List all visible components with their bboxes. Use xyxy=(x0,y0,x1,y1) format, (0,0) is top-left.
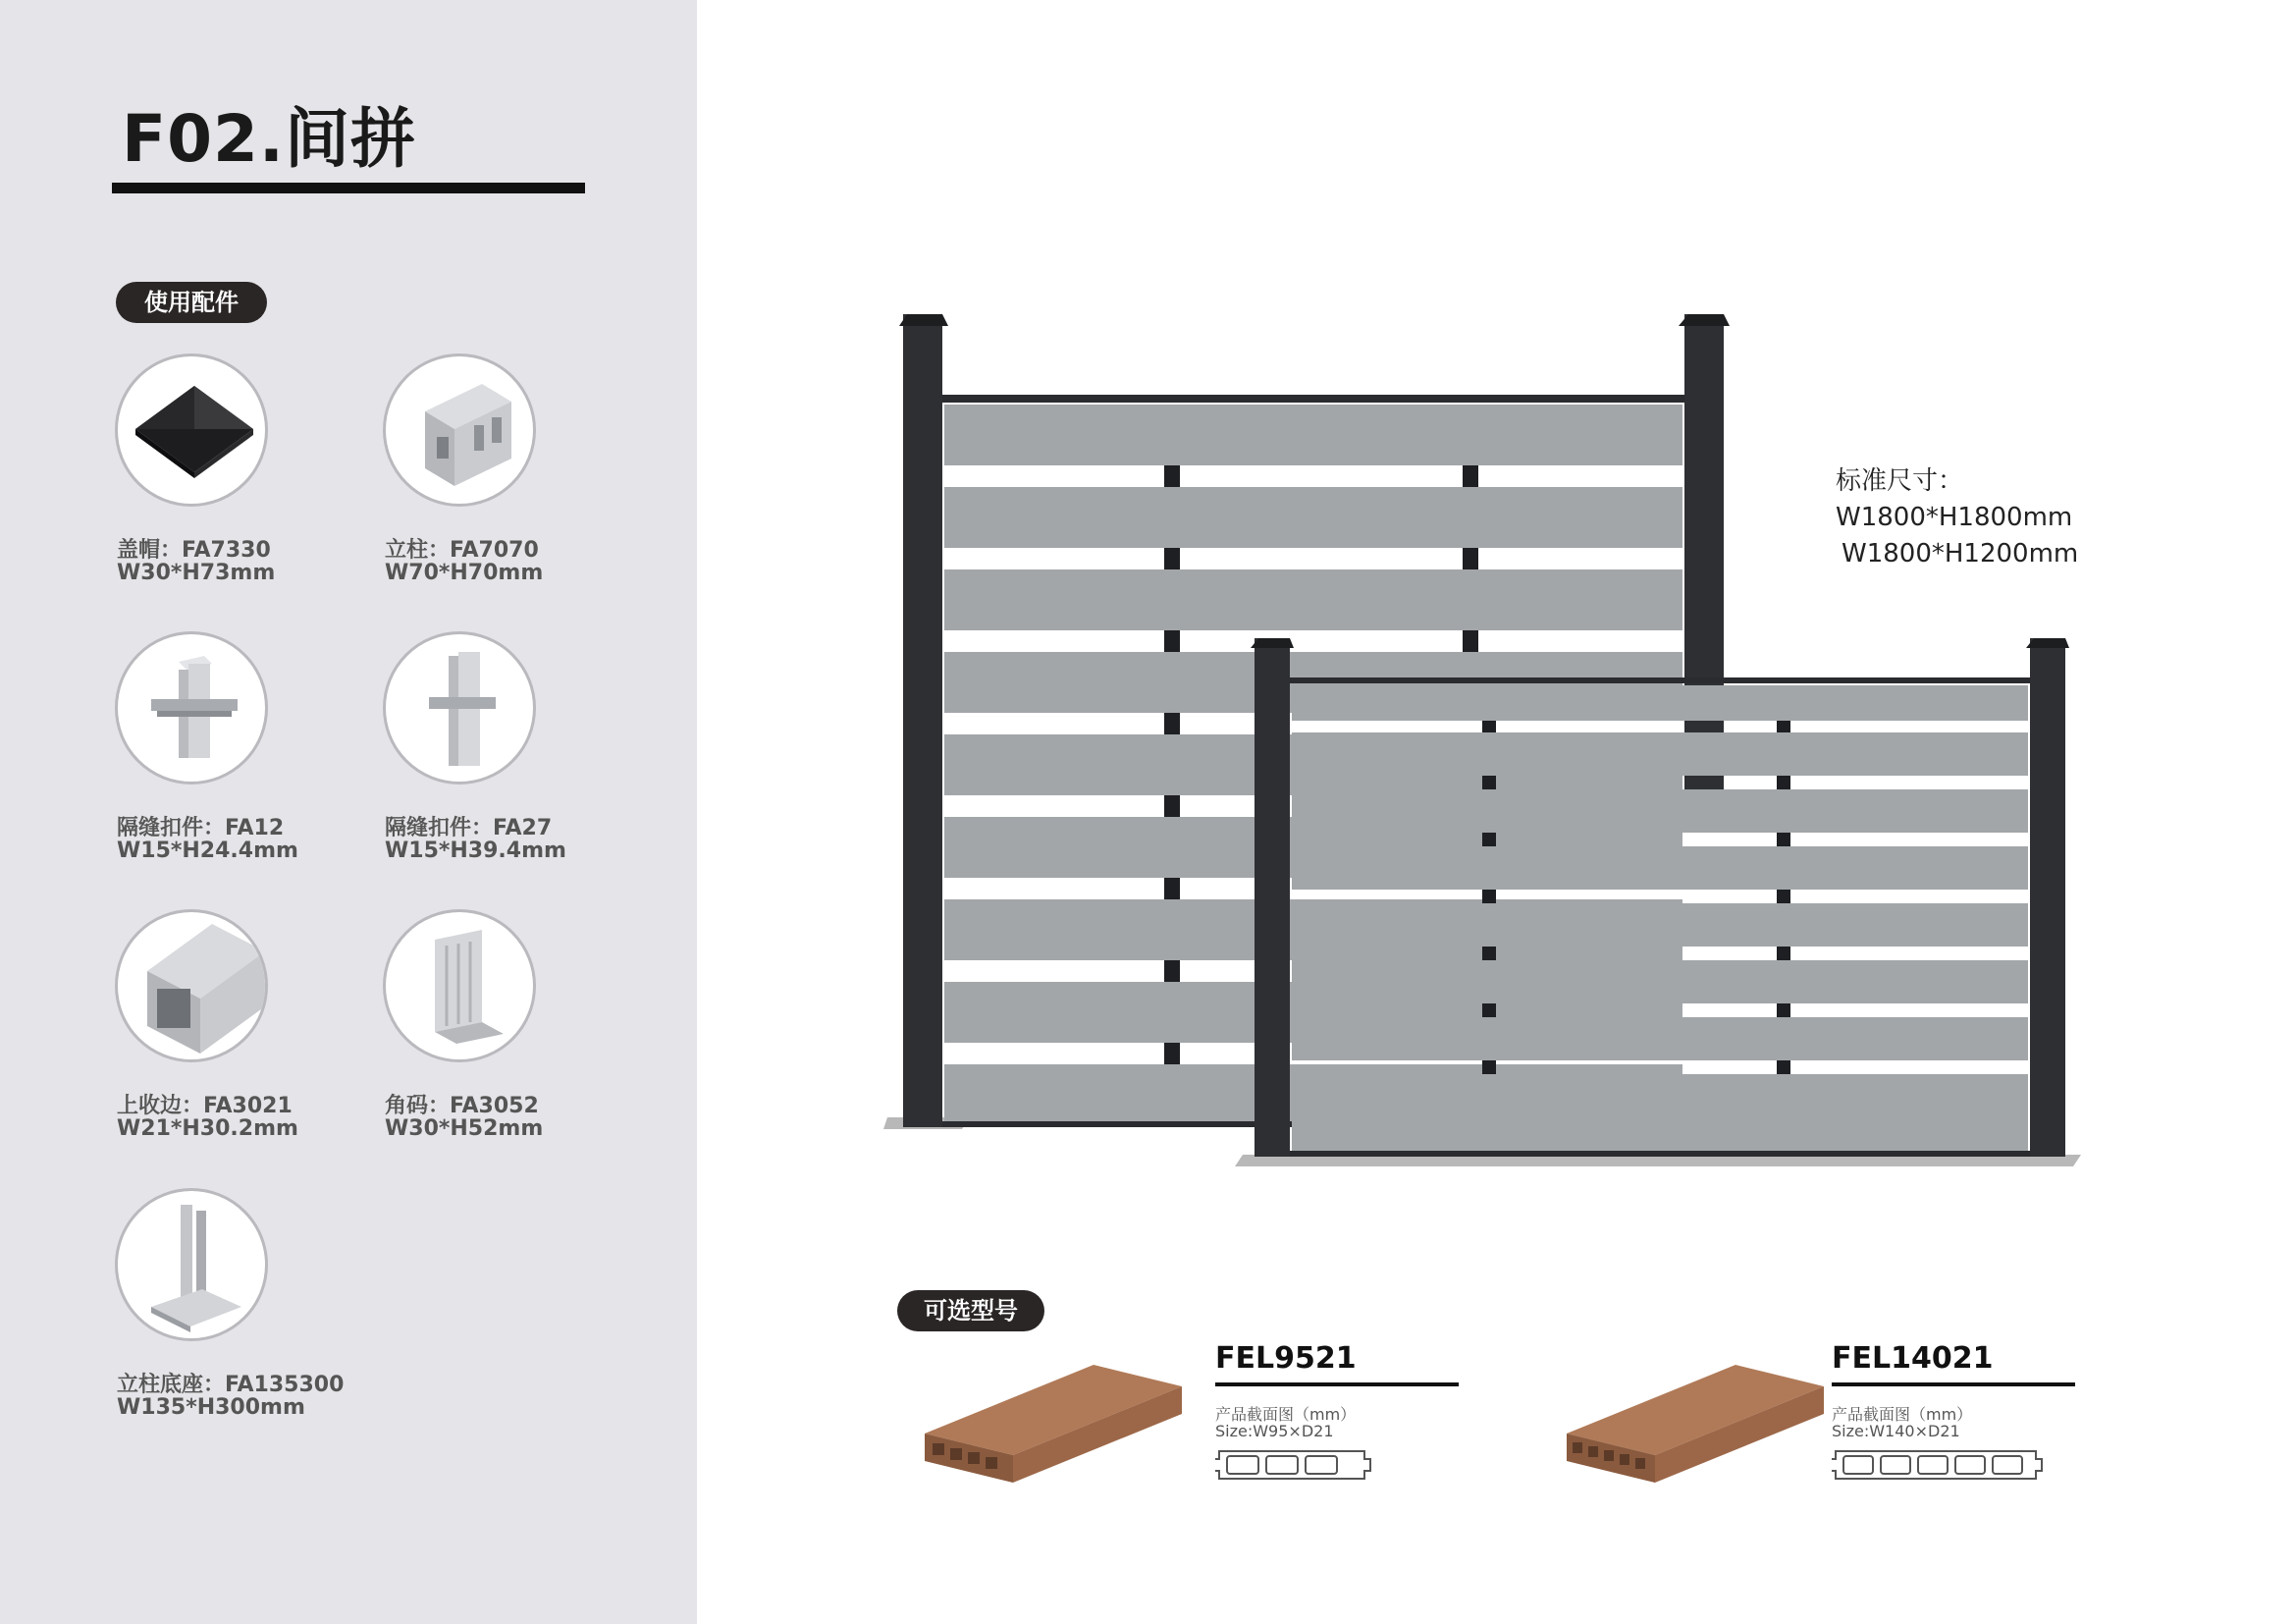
accessory-name: 上收边：FA3021 xyxy=(117,1094,293,1118)
accessory-size: W30*H52mm xyxy=(385,1116,544,1141)
accessory-size: W70*H70mm xyxy=(385,561,544,585)
accessories-label: 使用配件 xyxy=(116,282,267,323)
models-label: 可选型号 xyxy=(897,1290,1044,1331)
model-name: FEL9521 xyxy=(1215,1341,1357,1376)
post-profile-icon xyxy=(383,353,536,507)
model-underline xyxy=(1832,1382,2075,1386)
model-card xyxy=(1215,1341,1470,1518)
model-size: Size:W140×D21 xyxy=(1832,1422,1960,1440)
board-image-fel14021 xyxy=(1563,1365,1828,1492)
top-rail-icon xyxy=(115,909,268,1062)
model-section-label: 产品截面图（mm） xyxy=(1215,1405,1357,1424)
accessory-size: W135*H300mm xyxy=(117,1395,305,1420)
fence-illustration xyxy=(864,314,2091,1178)
accessory-name: 立柱底座：FA135300 xyxy=(117,1373,345,1397)
accessory-size: W21*H30.2mm xyxy=(117,1116,298,1141)
spacer-clip-tall-icon xyxy=(383,631,536,785)
accessory-size: W15*H39.4mm xyxy=(385,839,566,863)
accessory-name: 隔缝扣件：FA27 xyxy=(385,816,553,840)
tall-fence-panel xyxy=(883,314,1730,1129)
accessory-name: 盖帽：FA7330 xyxy=(117,538,271,563)
model-section-label: 产品截面图（mm） xyxy=(1832,1405,1973,1424)
model-underline xyxy=(1215,1382,1459,1386)
board-image-fel9521 xyxy=(921,1365,1186,1492)
model-card xyxy=(1832,1341,2087,1518)
standard-size-item: W1800*H1200mm xyxy=(1842,539,2079,568)
model-name: FEL14021 xyxy=(1832,1341,1994,1376)
accessory-name: 立柱：FA7070 xyxy=(385,538,539,563)
standard-size-item: W1800*H1800mm xyxy=(1836,503,2073,532)
post-base-icon xyxy=(115,1188,268,1341)
post-cap-icon xyxy=(115,353,268,507)
page-title: F02.间拼 xyxy=(122,101,417,177)
accessory-name: 隔缝扣件：FA12 xyxy=(117,816,285,840)
sidebar-panel xyxy=(0,0,697,1624)
standard-sizes-label: 标准尺寸： xyxy=(1836,466,1964,496)
cross-section-icon xyxy=(1832,1447,2048,1483)
accessory-size: W30*H73mm xyxy=(117,561,276,585)
corner-bracket-icon xyxy=(383,909,536,1062)
standard-sizes xyxy=(1836,463,2078,572)
spacer-clip-icon xyxy=(115,631,268,785)
accessory-name: 角码：FA3052 xyxy=(385,1094,539,1118)
cross-section-icon xyxy=(1215,1447,1372,1483)
accessory-size: W15*H24.4mm xyxy=(117,839,298,863)
title-underline xyxy=(112,183,585,193)
model-size: Size:W95×D21 xyxy=(1215,1422,1334,1440)
